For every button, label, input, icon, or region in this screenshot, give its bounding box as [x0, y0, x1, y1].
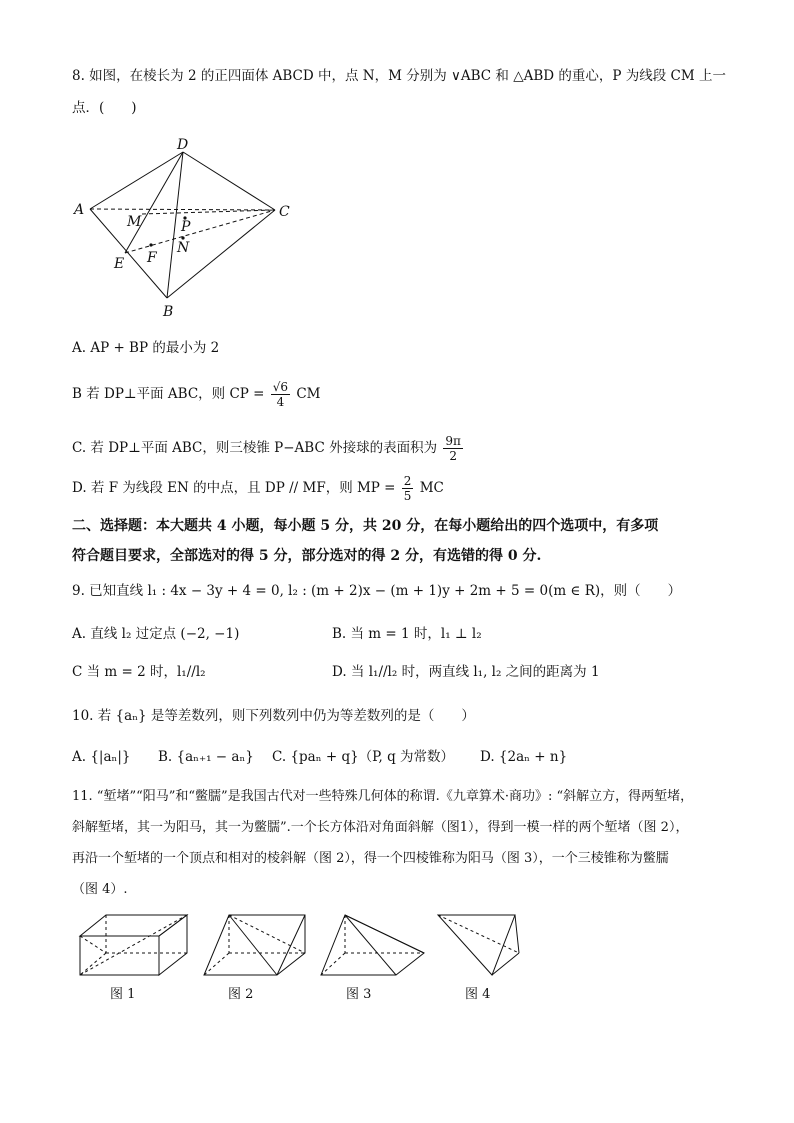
q8-option-c — [72, 434, 465, 463]
q8-stem-line1: 8. 如图，在棱长为 2 的正四面体 ABCD 中，点 N，M 分别为 ∨ABC 和 △ABD 的重心，P 为线段 CM 上一 — [72, 68, 726, 84]
q8-option-d-num: 2 — [403, 474, 412, 488]
q8-option-d-text: D. 若 F 为线段 EN 的中点，且 DP // MF，则 MP = — [72, 480, 396, 496]
label-E: E — [114, 256, 125, 272]
q10-option-d: D. {2aₙ + n} — [480, 749, 568, 765]
figure-3-caption: 图 3 — [346, 987, 372, 1002]
q8-option-b-num: √6 — [272, 380, 289, 394]
q8-option-b-den: 4 — [276, 395, 285, 409]
label-F: F — [147, 250, 157, 266]
q10-stem: 10. 若 {aₙ} 是等差数列，则下列数列中仍为等差数列的是（ ） — [72, 708, 475, 724]
q8-option-c-text: C. 若 DP⊥平面 ABC，则三棱锥 P−ABC 外接球的表面积为 — [72, 440, 438, 456]
q10-option-b: B. {aₙ₊₁ − aₙ} — [158, 749, 254, 765]
q11-stem-line1: 11. “堑堵”“阳马”和“鳖臑”是我国古代对一些特殊几何体的称谓.《九章算术·商功》: “斜解立方，得两堑堵， — [72, 789, 694, 804]
figure-1-caption: 图 1 — [110, 987, 136, 1002]
q8-option-b-tail: CM — [296, 386, 321, 402]
q8-option-b-fraction — [271, 380, 290, 409]
label-P: P — [181, 219, 191, 235]
figure-1-cuboid — [80, 915, 187, 975]
label-N: N — [177, 240, 190, 256]
q8-option-b-text: B 若 DP⊥平面 ABC，则 CP = — [72, 386, 265, 402]
figure-2-caption: 图 2 — [228, 987, 254, 1002]
q8-stem-line2: 点．( ) — [72, 100, 137, 116]
q8-option-c-fraction — [443, 434, 463, 463]
q9-stem: 9. 已知直线 l₁ : 4x − 3y + 4 = 0, l₂ : (m + 2)x − (m + 1)y + 2m + 5 = 0(m ∈ R)，则（ ） — [72, 583, 682, 599]
q8-option-c-den: 2 — [449, 449, 457, 463]
label-A: A — [74, 202, 85, 218]
q9-option-a: A. 直线 l₂ 过定点 (−2, −1) — [72, 626, 240, 642]
label-M: M — [127, 214, 142, 230]
label-D: D — [177, 137, 189, 153]
q10-option-a: A. {|aₙ|} — [72, 749, 131, 765]
figure-2-prism — [204, 915, 305, 975]
q9-option-c: C 当 m = 2 时，l₁//l₂ — [72, 664, 206, 680]
q8-option-c-num: 9π — [445, 434, 461, 448]
q11-stem-line3: 再沿一个堑堵的一个顶点和相对的棱斜解（图 2），得一个四棱锥称为阳马（图 3），一个三棱锥称为鳖臑 — [72, 851, 669, 866]
figure-4-caption: 图 4 — [465, 987, 491, 1002]
label-B: B — [163, 304, 174, 320]
q8-option-d-den: 5 — [403, 489, 412, 503]
label-C: C — [279, 204, 290, 220]
q8-option-a: A. AP + BP 的最小为 2 — [72, 340, 220, 356]
q11-stem-line4: （图 4）. — [72, 882, 128, 897]
q11-stem-line2: 斜解堑堵，其一为阳马，其一为鳖臑”.一个长方体沿对角面斜解（图1），得到一模一样的两个堑堵（图 2）， — [72, 820, 689, 835]
q9-option-b: B. 当 m = 1 时，l₁ ⊥ l₂ — [332, 626, 482, 642]
q8-option-b — [72, 380, 321, 409]
q9-option-d: D. 当 l₁//l₂ 时，两直线 l₁, l₂ 之间的距离为 1 — [332, 664, 600, 680]
tetrahedron-figure — [68, 132, 308, 322]
figure-3-pyramid — [321, 915, 424, 975]
q8-option-d — [72, 474, 444, 503]
section2-heading-line2: 符合题目要求，全部选对的得 5 分，部分选对的得 2 分，有选错的得 0 分. — [72, 548, 542, 564]
q8-option-d-fraction — [402, 474, 414, 503]
section2-heading-line1: 二、选择题：本大题共 4 小题，每小题 5 分，共 20 分，在每小题给出的四个选项中，有多项 — [72, 518, 659, 534]
q10-option-c: C. {paₙ + q}（P, q 为常数） — [272, 749, 455, 765]
solid-figures — [72, 906, 532, 1006]
figure-4-tetrahedron — [438, 915, 519, 975]
q8-option-d-tail: MC — [419, 480, 444, 496]
